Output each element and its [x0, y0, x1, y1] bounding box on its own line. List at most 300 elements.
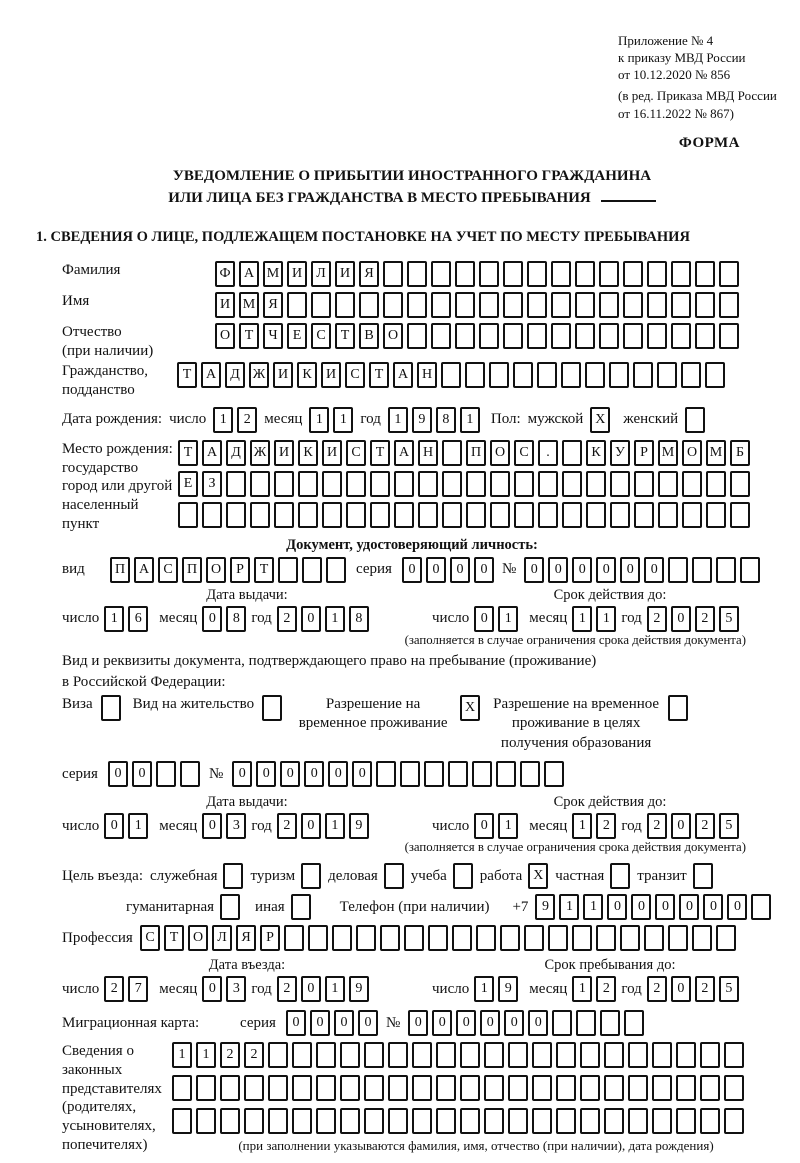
representatives-label-line5: усыновителях, [62, 1118, 156, 1135]
entry-dates-row [62, 957, 788, 1002]
purpose-private-label: частная [555, 867, 605, 884]
char-box [604, 1042, 624, 1068]
char-box: 1 [388, 407, 408, 433]
char-box [407, 323, 427, 349]
char-box: 1 [583, 894, 603, 920]
char-box [604, 1075, 624, 1101]
char-box: Ж [249, 362, 269, 388]
char-box [556, 1108, 576, 1134]
residence-issue-day-boxes [104, 813, 148, 839]
char-box: О [490, 440, 510, 466]
char-box [716, 925, 736, 951]
migration-card-row [62, 1010, 788, 1036]
char-box [226, 471, 246, 497]
char-box [431, 323, 451, 349]
char-box [751, 894, 771, 920]
appendix-line: Приложение № 4 [618, 33, 714, 48]
char-box: Я [236, 925, 256, 951]
char-box [202, 502, 222, 528]
char-box [586, 471, 606, 497]
char-box [340, 1108, 360, 1134]
char-box [604, 1108, 624, 1134]
char-box: 1 [325, 976, 345, 1002]
char-box [610, 471, 630, 497]
stay-month-boxes [572, 976, 616, 1002]
char-box [442, 502, 462, 528]
residence-option-temp-permit [294, 695, 480, 734]
char-box [172, 1075, 192, 1101]
char-box: Т [239, 323, 259, 349]
char-box: Я [263, 292, 283, 318]
identity-issue-day-boxes [104, 606, 148, 632]
char-box: 0 [432, 1010, 452, 1036]
char-box [652, 1108, 672, 1134]
purpose-official [150, 863, 244, 889]
identity-expiry-footnote: (заполняется в случае ограничения срока действия документа) [404, 632, 746, 647]
char-box [700, 1108, 720, 1134]
residence-expiry-month-boxes [572, 813, 616, 839]
char-box: С [311, 323, 331, 349]
char-box [370, 471, 390, 497]
char-box [298, 471, 318, 497]
char-box: 2 [647, 976, 667, 1002]
section1-title: 1. СВЕДЕНИЯ О ЛИЦЕ, ПОДЛЕЖАЩЕМ ПОСТАНОВКЕ НА УЧЕТ ПО МЕСТУ ПРЕБЫВАНИЯ [36, 228, 690, 245]
char-box [647, 323, 667, 349]
citizenship-row [62, 362, 788, 400]
birthplace-boxes-row3 [178, 502, 750, 528]
purpose-work-label: работа [479, 867, 523, 884]
form-title-line2-text: ИЛИ ЛИЦА БЕЗ ГРАЖДАНСТВА В МЕСТО ПРЕБЫВАНИЯ [168, 190, 591, 207]
birthplace-label-line4: населенный пункт [62, 497, 139, 532]
char-box: 5 [719, 606, 739, 632]
char-box: 0 [671, 813, 691, 839]
char-box [668, 925, 688, 951]
char-box: 0 [301, 813, 321, 839]
char-box [600, 1010, 620, 1036]
identity-issue-header: Дата выдачи: [206, 586, 288, 603]
char-box [596, 925, 616, 951]
char-box [220, 1075, 240, 1101]
month-label: месяц [159, 817, 198, 834]
char-box: 6 [128, 606, 148, 632]
char-box: 7 [128, 976, 148, 1002]
day-label: число [432, 817, 470, 834]
identity-series-label: серия [356, 561, 392, 578]
sex-male-label: мужской [527, 411, 584, 428]
char-box: М [263, 261, 283, 287]
residence-permit-checkbox [262, 695, 282, 721]
char-box: 0 [504, 1010, 524, 1036]
char-box [431, 261, 451, 287]
char-box: А [394, 440, 414, 466]
purpose-study-checkbox [453, 863, 473, 889]
residence-expiry-header: Срок действия до: [553, 794, 667, 811]
appendix-block [618, 32, 788, 122]
char-box [364, 1042, 384, 1068]
char-box [388, 1108, 408, 1134]
char-box: Ч [263, 323, 283, 349]
char-box: 0 [256, 761, 276, 787]
char-box [599, 292, 619, 318]
identity-doc-header: Документ, удостоверяющий личность: [286, 536, 538, 553]
surname-boxes [215, 261, 739, 287]
char-box: 0 [232, 761, 252, 787]
char-box [527, 323, 547, 349]
char-box: 1 [498, 606, 518, 632]
patronymic-label [62, 323, 215, 361]
residence-dates-row [62, 794, 788, 839]
char-box: Н [418, 440, 438, 466]
char-box [156, 761, 176, 787]
char-box: Т [254, 557, 274, 583]
temp-permit-checkbox: X [460, 695, 480, 721]
visa-checkbox [101, 695, 121, 721]
char-box [705, 362, 725, 388]
char-box [671, 323, 691, 349]
char-box: . [538, 440, 558, 466]
char-box [394, 471, 414, 497]
title-blank-underline [601, 188, 656, 202]
char-box: 1 [325, 813, 345, 839]
char-box [551, 261, 571, 287]
identity-expiry-day-boxes [474, 606, 518, 632]
char-box [676, 1042, 696, 1068]
purpose-transit-checkbox [693, 863, 713, 889]
char-box: 2 [104, 976, 124, 1002]
char-box: 0 [456, 1010, 476, 1036]
char-box: И [215, 292, 235, 318]
char-box: 1 [325, 606, 345, 632]
char-box [412, 1042, 432, 1068]
char-box [537, 362, 557, 388]
char-box [287, 292, 307, 318]
char-box [562, 471, 582, 497]
char-box: 2 [277, 606, 297, 632]
char-box: 2 [647, 606, 667, 632]
char-box [316, 1075, 336, 1101]
char-box: К [298, 440, 318, 466]
month-label: месяц [159, 610, 198, 627]
identity-number-boxes [524, 557, 760, 583]
char-box [376, 761, 396, 787]
identity-issue-fields [62, 606, 432, 632]
char-box: X [590, 407, 610, 433]
char-box [552, 1010, 572, 1036]
char-box [551, 323, 571, 349]
char-box [268, 1075, 288, 1101]
representatives-label-line1: Сведения о [62, 1043, 134, 1060]
char-box: 0 [108, 761, 128, 787]
char-box: 5 [719, 976, 739, 1002]
char-box [706, 502, 726, 528]
char-box [514, 502, 534, 528]
char-box [658, 471, 678, 497]
patronymic-boxes [215, 323, 739, 349]
char-box: 2 [695, 813, 715, 839]
char-box: 0 [474, 557, 494, 583]
identity-kind-label: вид [62, 561, 85, 578]
char-box: 0 [474, 813, 494, 839]
citizenship-boxes [177, 362, 725, 388]
birthplace-label-line1: Место рождения: [62, 440, 173, 457]
char-box: 2 [244, 1042, 264, 1068]
char-box [490, 502, 510, 528]
char-box [292, 1042, 312, 1068]
representatives-boxes-row1 [172, 1042, 744, 1068]
edu-permit-label: Разрешение на временное проживание в целях получения образования [493, 695, 660, 751]
residence-option-visa [62, 695, 121, 721]
representatives-footnote: (при заполнении указываются фамилия, имя, отчество (при наличии), дата рождения) [238, 1138, 714, 1154]
migration-card-label: Миграционная карта: [62, 1014, 200, 1031]
char-box [250, 502, 270, 528]
char-box [610, 502, 630, 528]
char-box [657, 362, 677, 388]
char-box: А [134, 557, 154, 583]
char-box [476, 925, 496, 951]
char-box [647, 261, 667, 287]
char-box [503, 261, 523, 287]
char-box [644, 925, 664, 951]
char-box [724, 1108, 744, 1134]
char-box [634, 502, 654, 528]
sex-label: Пол: [490, 411, 521, 428]
char-box [719, 261, 739, 287]
residence-intro-line1: Вид и реквизиты документа, подтверждающего право на пребывание (проживание) [62, 652, 597, 669]
char-box [383, 261, 403, 287]
residence-options-row [62, 695, 788, 754]
char-box: О [188, 925, 208, 951]
identity-dates-row [62, 587, 788, 632]
birthplace-boxes-row2 [178, 471, 750, 497]
char-box [465, 362, 485, 388]
char-box [316, 1108, 336, 1134]
char-box: Ф [215, 261, 235, 287]
patronymic-row [62, 323, 788, 361]
purpose-humanitarian-label: гуманитарная [126, 898, 215, 915]
month-label: месяц [529, 610, 568, 627]
name-row [62, 292, 788, 318]
surname-label: Фамилия [62, 261, 121, 278]
form-title [36, 165, 788, 210]
char-box [346, 471, 366, 497]
char-box: К [297, 362, 317, 388]
char-box: 1 [596, 606, 616, 632]
char-box [455, 261, 475, 287]
char-box [452, 925, 472, 951]
char-box: С [345, 362, 365, 388]
sex-female-checkbox [685, 407, 705, 433]
char-box [356, 925, 376, 951]
char-box [514, 471, 534, 497]
char-box [623, 261, 643, 287]
char-box: 2 [237, 407, 257, 433]
temp-permit-label: Разрешение на временное проживание [298, 695, 448, 732]
char-box: О [215, 323, 235, 349]
birth-month-boxes [309, 407, 353, 433]
purpose-other [255, 894, 311, 920]
char-box [418, 471, 438, 497]
char-box [388, 1075, 408, 1101]
char-box [346, 502, 366, 528]
char-box: 0 [402, 557, 422, 583]
char-box [624, 1010, 644, 1036]
char-box [513, 362, 533, 388]
mc-series-label: серия [240, 1014, 276, 1031]
char-box: 0 [679, 894, 699, 920]
char-box [634, 471, 654, 497]
char-box [172, 1108, 192, 1134]
char-box: 0 [301, 606, 321, 632]
char-box: 0 [671, 976, 691, 1002]
char-box [695, 261, 715, 287]
char-box: К [586, 440, 606, 466]
purpose-label: Цель въезда: [62, 867, 143, 884]
representatives-right-col [172, 1042, 744, 1154]
char-box: 8 [226, 606, 246, 632]
char-box [706, 471, 726, 497]
char-box: Т [178, 440, 198, 466]
char-box [460, 1108, 480, 1134]
char-box [479, 323, 499, 349]
residence-series-label: серия [62, 765, 98, 782]
char-box: 0 [727, 894, 747, 920]
char-box [335, 292, 355, 318]
name-boxes [215, 292, 739, 318]
char-box: 1 [196, 1042, 216, 1068]
char-box [431, 292, 451, 318]
profession-label: Профессия [62, 929, 133, 946]
char-box [302, 557, 322, 583]
char-box [394, 502, 414, 528]
entry-year-boxes [277, 976, 369, 1002]
char-box: 0 [304, 761, 324, 787]
char-box [448, 761, 468, 787]
purpose-tourism-label: туризм [250, 867, 296, 884]
char-box [359, 292, 379, 318]
char-box: 0 [480, 1010, 500, 1036]
char-box: С [346, 440, 366, 466]
char-box: 1 [213, 407, 233, 433]
char-box: З [202, 471, 222, 497]
char-box [524, 925, 544, 951]
char-box [520, 761, 540, 787]
char-box [668, 557, 688, 583]
stay-until-header: Срок пребывания до: [544, 957, 676, 974]
char-box [695, 292, 715, 318]
char-box [316, 1042, 336, 1068]
purpose-official-checkbox [223, 863, 243, 889]
birthplace-boxes-row1 [178, 440, 750, 466]
char-box [250, 471, 270, 497]
char-box [284, 925, 304, 951]
char-box [532, 1042, 552, 1068]
edu-permit-checkbox [668, 695, 688, 721]
birthdate-row [62, 407, 788, 433]
char-box [562, 440, 582, 466]
char-box [383, 292, 403, 318]
char-box: 1 [172, 1042, 192, 1068]
char-box [527, 261, 547, 287]
char-box [623, 323, 643, 349]
char-box [472, 761, 492, 787]
char-box: 0 [655, 894, 675, 920]
residence-permit-label: Вид на жительство [132, 695, 255, 712]
residence-option-edu-permit [492, 695, 688, 754]
representatives-boxes-row3 [172, 1108, 744, 1134]
char-box: А [393, 362, 413, 388]
char-box [572, 925, 592, 951]
char-box [436, 1042, 456, 1068]
char-box [466, 502, 486, 528]
char-box: 0 [450, 557, 470, 583]
residence-expiry-date-group [432, 794, 788, 839]
residence-expiry-year-boxes [647, 813, 739, 839]
representatives-label-line6: попечителях) [62, 1136, 148, 1153]
char-box [620, 925, 640, 951]
char-box [609, 362, 629, 388]
char-box: 9 [349, 976, 369, 1002]
char-box: 1 [333, 407, 353, 433]
char-box [500, 925, 520, 951]
year-label: год [251, 610, 272, 627]
char-box: Т [370, 440, 390, 466]
char-box [716, 557, 736, 583]
purpose-other-label: иная [255, 898, 285, 915]
char-box [455, 323, 475, 349]
char-box: Е [287, 323, 307, 349]
char-box: 2 [596, 976, 616, 1002]
char-box [628, 1108, 648, 1134]
birth-year-label: год [360, 411, 381, 428]
birthplace-label-line3: город или другой [62, 478, 173, 495]
char-box [740, 557, 760, 583]
birth-day-boxes [213, 407, 257, 433]
purpose-business-checkbox [384, 863, 404, 889]
char-box: П [182, 557, 202, 583]
char-box: 0 [202, 976, 222, 1002]
identity-kind-boxes [110, 557, 346, 583]
char-box: 1 [572, 813, 592, 839]
char-box: Е [178, 471, 198, 497]
purpose-humanitarian-checkbox [220, 894, 240, 920]
char-box [244, 1108, 264, 1134]
char-box: 1 [559, 894, 579, 920]
char-box: 0 [334, 1010, 354, 1036]
residence-series-boxes [108, 761, 200, 787]
char-box [274, 502, 294, 528]
char-box [628, 1042, 648, 1068]
purpose-row2 [126, 894, 788, 920]
birth-month-label: месяц [264, 411, 303, 428]
char-box [580, 1108, 600, 1134]
purpose-row1 [62, 863, 788, 889]
char-box [196, 1075, 216, 1101]
day-label: число [62, 610, 100, 627]
representatives-boxes-block [172, 1042, 744, 1134]
char-box: 1 [460, 407, 480, 433]
char-box: 0 [548, 557, 568, 583]
char-box [388, 1042, 408, 1068]
char-box: 0 [408, 1010, 428, 1036]
char-box: 0 [132, 761, 152, 787]
residence-issue-year-boxes [277, 813, 369, 839]
char-box: 2 [647, 813, 667, 839]
char-box: Т [177, 362, 197, 388]
char-box [682, 471, 702, 497]
char-box [442, 471, 462, 497]
char-box [676, 1108, 696, 1134]
residence-intro-line2: в Российской Федерации: [62, 673, 226, 690]
